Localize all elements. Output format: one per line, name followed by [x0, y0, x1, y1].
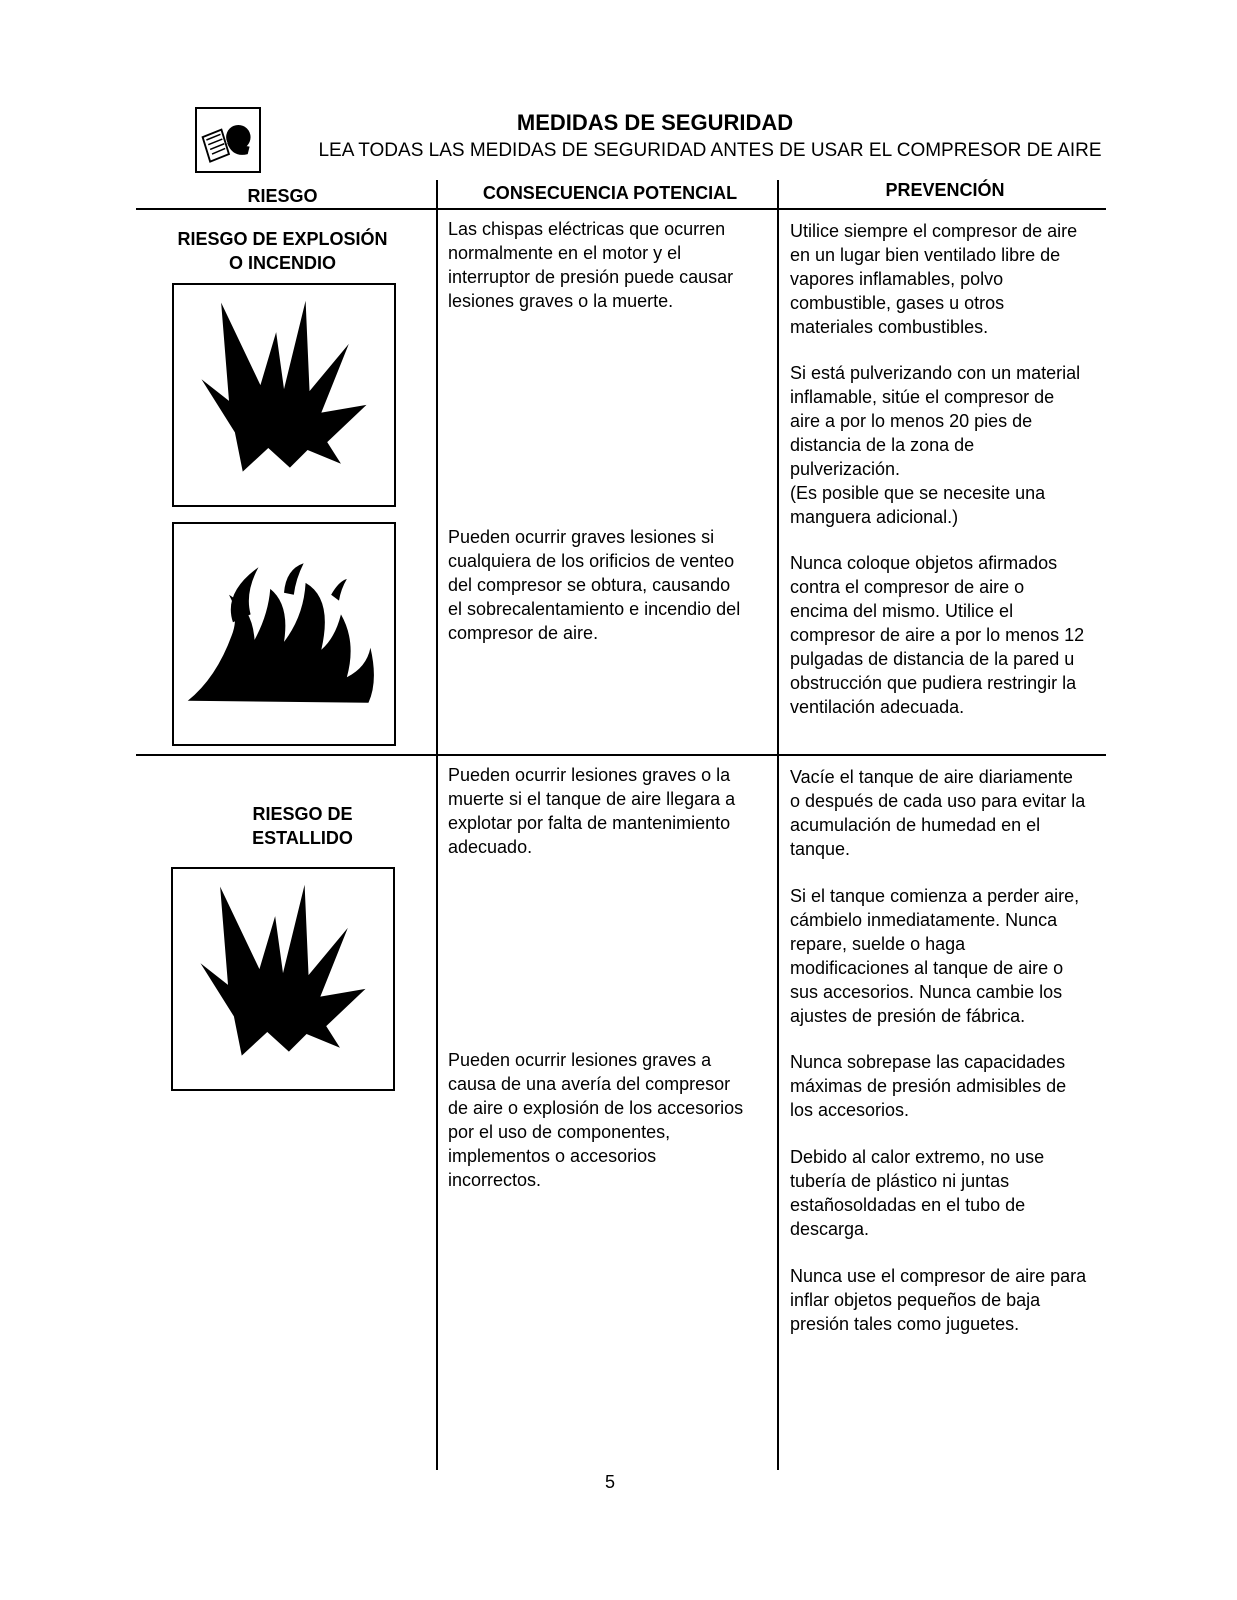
section-divider: [136, 754, 1106, 756]
prevention-text: Utilice siempre el compresor de aire en un lugar bien ventilado libre de vapores inflamables, polvo combustible, gases u otros materiales combustibles.: [790, 221, 1078, 337]
header-divider: [136, 208, 1106, 210]
explosion-icon: [171, 867, 395, 1091]
risk-title-explosion-fire: RIESGO DE EXPLOSIÓN O INCENDIO: [177, 229, 388, 273]
prevention-text: Nunca coloque objetos afirmados contra el compresor de aire o encima del mismo. Utilice el compresor de aire a por lo menos 12 pulgadas de distancia de la pared u obstrucción que pudiera restringir la ventilación adecuada.: [790, 553, 1085, 717]
consequence-text: Pueden ocurrir lesiones graves a causa de una avería del compresor de aire o explosión de los accesorios por el uso de componentes, implementos o accesorios incorrectos.: [448, 1050, 744, 1190]
prevention-text: Nunca use el compresor de aire para inflar objetos pequeños de baja presión tales como juguetes.: [790, 1266, 1087, 1334]
prevention-text: Si está pulverizando con un material inflamable, sitúe el compresor de aire a por lo menos 20 pies de distancia de la zona de pulverización. (Es posible que se necesite una manguera adicional.): [790, 363, 1081, 527]
consequence-text: Pueden ocurrir graves lesiones si cualquiera de los orificios de venteo del compresor se obtura, causando el sobrecalentamiento e incendio del compresor de aire.: [448, 527, 741, 643]
page-number: 5: [604, 1472, 615, 1492]
column-header-risk: RIESGO: [247, 186, 318, 206]
prevention-text: Debido al calor extremo, no use tubería de plástico ni juntas estañosoldadas en el tubo de descarga.: [790, 1147, 1045, 1239]
fire-icon: [172, 522, 396, 746]
column-divider-right: [777, 180, 779, 1470]
risk-title-burst: RIESGO DE ESTALLIDO: [252, 804, 353, 848]
column-header-consequence: CONSECUENCIA POTENCIAL: [482, 183, 738, 203]
explosion-icon: [172, 283, 396, 507]
page-subtitle: LEA TODAS LAS MEDIDAS DE SEGURIDAD ANTES DE USAR EL COMPRESOR DE AIRE: [318, 140, 1102, 161]
read-manual-icon: [195, 107, 261, 173]
prevention-text: Si el tanque comienza a perder aire, cámbielo inmediatamente. Nunca repare, suelde o haga modificaciones al tanque de aire o sus accesorios. Nunca cambie los ajustes de presión de fábrica.: [790, 886, 1080, 1026]
prevention-text: Vacíe el tanque de aire diariamente o después de cada uso para evitar la acumulación de humedad en el tanque.: [790, 767, 1086, 859]
consequence-text: Pueden ocurrir lesiones graves o la muerte si el tanque de aire llegara a explotar por falta de mantenimiento adecuado.: [448, 765, 736, 857]
consequence-text: Las chispas eléctricas que ocurren normalmente en el motor y el interruptor de presión puede causar lesiones graves o la muerte.: [448, 219, 734, 311]
prevention-text: Nunca sobrepase las capacidades máximas de presión admisibles de los accesorios.: [790, 1052, 1067, 1120]
column-header-prevention: PREVENCIÓN: [885, 180, 1005, 200]
page-title: MEDIDAS DE SEGURIDAD: [516, 110, 794, 135]
